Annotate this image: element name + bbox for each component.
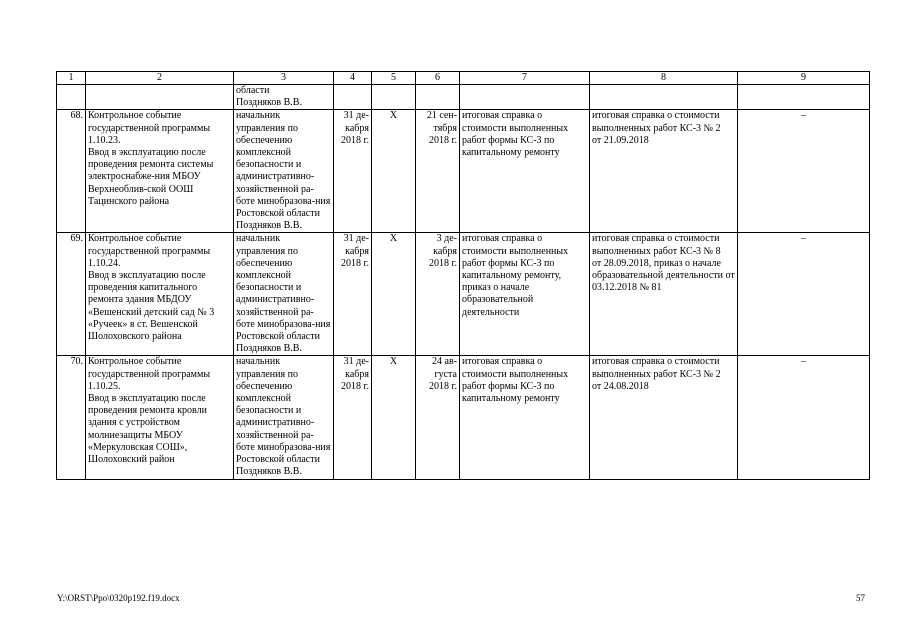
planned-document: итоговая справка о стоимости выполненных работ формы КС-3 по капитальному ремонту	[460, 356, 590, 479]
actual-document: итоговая справка о стоимости выполненных работ КС-3 № 8 от 28.09.2018, приказ о начале образовательной деятельности от 03.12.2018 № 81	[590, 233, 738, 356]
cell	[738, 85, 870, 110]
cell	[416, 85, 460, 110]
footer-file-path: Y:\ORST\Ppo\0320p192.f19.docx	[57, 593, 180, 603]
column-number-row	[57, 72, 870, 85]
actual-date: 21 сен-тября 2018 г.	[416, 110, 460, 233]
column-5-mark: Х	[372, 233, 416, 356]
planned-date: 31 де-кабря 2018 г.	[334, 356, 372, 479]
column-number: 2	[86, 72, 234, 85]
responsible-person: начальник управления по обеспечению комплексной безопасности и административно-хозяйственной ра-боте минобразова-ния Ростовской области Поздняков В.В.	[234, 110, 334, 233]
planned-date: 31 де-кабря 2018 г.	[334, 110, 372, 233]
note: –	[738, 233, 870, 356]
responsible-person: начальник управления по обеспечению комплексной безопасности и административно-хозяйственной ра-боте минобразова-ния Ростовской области Поздняков В.В.	[234, 356, 334, 479]
actual-date: 24 ав-густа 2018 г.	[416, 356, 460, 479]
event-description: Контрольное событие государственной программы 1.10.24. Ввод в эксплуатацию после проведения капитального ремонта здания МБДОУ «Вешенский детский сад № 3 «Ручеек» в ст. Вешенской Шолоховского района	[86, 233, 234, 356]
continuation-row	[57, 85, 870, 110]
cell: области Поздняков В.В.	[234, 85, 334, 110]
column-number: 1	[57, 72, 86, 85]
responsible-person: начальник управления по обеспечению комплексной безопасности и административно-хозяйственной ра-боте минобразова-ния Ростовской области Поздняков В.В.	[234, 233, 334, 356]
column-number: 9	[738, 72, 870, 85]
column-5-mark: Х	[372, 110, 416, 233]
planned-document: итоговая справка о стоимости выполненных работ формы КС-3 по капитальному ремонту	[460, 110, 590, 233]
actual-document: итоговая справка о стоимости выполненных работ КС-3 № 2 от 21.09.2018	[590, 110, 738, 233]
cell	[460, 85, 590, 110]
document-table	[56, 71, 870, 480]
column-number: 5	[372, 72, 416, 85]
note: –	[738, 110, 870, 233]
row-number: 69.	[57, 233, 86, 356]
column-number: 6	[416, 72, 460, 85]
table-row	[57, 356, 870, 479]
cell	[372, 85, 416, 110]
planned-date: 31 де-кабря 2018 г.	[334, 233, 372, 356]
row-number: 68.	[57, 110, 86, 233]
event-description: Контрольное событие государственной программы 1.10.25. Ввод в эксплуатацию после проведения ремонта кровли здания с устройством молниезащиты МБОУ «Меркуловская СОШ», Шолоховский район	[86, 356, 234, 479]
column-number: 4	[334, 72, 372, 85]
cell	[334, 85, 372, 110]
actual-date: 3 де-кабря 2018 г.	[416, 233, 460, 356]
cell	[86, 85, 234, 110]
column-number: 7	[460, 72, 590, 85]
cell	[590, 85, 738, 110]
table-row	[57, 233, 870, 356]
column-number: 8	[590, 72, 738, 85]
column-5-mark: Х	[372, 356, 416, 479]
note: –	[738, 356, 870, 479]
page-number: 57	[856, 593, 865, 603]
planned-document: итоговая справка о стоимости выполненных работ формы КС-3 по капитальному ремонту, приказ о начале образовательной деятельности	[460, 233, 590, 356]
row-number: 70.	[57, 356, 86, 479]
event-description: Контрольное событие государственной программы 1.10.23. Ввод в эксплуатацию после проведения ремонта системы электроснабже-ния МБОУ Верхнеоблив-ской ООШ Тацинского района	[86, 110, 234, 233]
cell	[57, 85, 86, 110]
actual-document: итоговая справка о стоимости выполненных работ КС-3 № 2 от 24.08.2018	[590, 356, 738, 479]
table-row	[57, 110, 870, 233]
column-number: 3	[234, 72, 334, 85]
